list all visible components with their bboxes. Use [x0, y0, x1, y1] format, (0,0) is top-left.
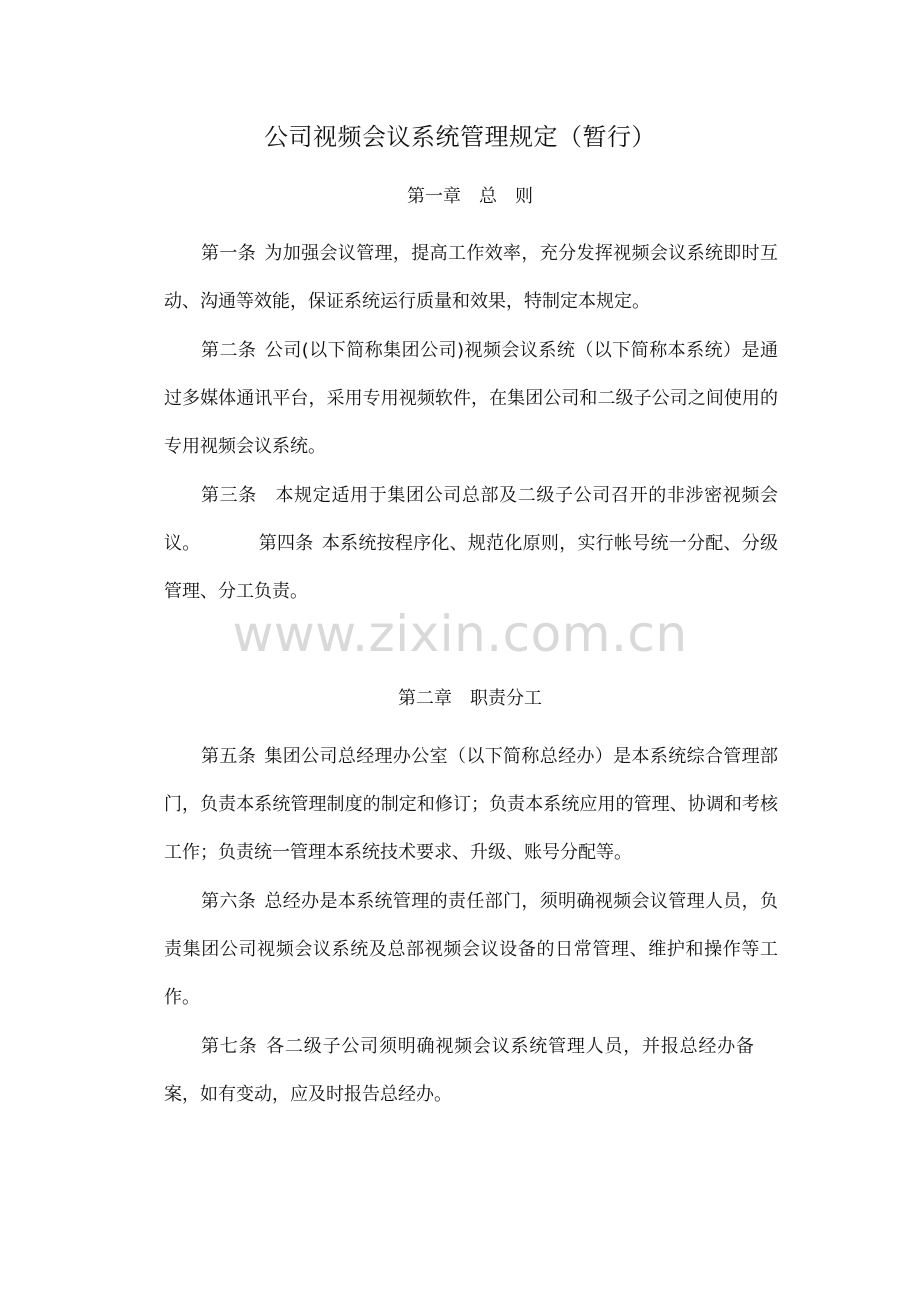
article-label: 第六条: [201, 891, 257, 912]
article-7: [164, 1023, 754, 1119]
article-text: 为加强会议管理，提高工作效率，充分发挥视频会议系统即时互动、沟通等效能，保证系统运行质量和效果，特制定本规定。: [164, 243, 779, 312]
chapter-2-heading: 第二章 职责分工: [398, 688, 542, 709]
article-text: 公司(以下简称集团公司)视频会议系统（以下简称本系统）是通过多媒体通讯平台，采用专用视频软件，在集团公司和二级子公司之间使用的专用视频会议系统。: [164, 340, 778, 457]
chapter-1-heading: 第一章 总 则: [407, 186, 533, 207]
watermark: www.zixin.com.cn: [232, 605, 688, 663]
article-5: [164, 733, 778, 877]
article-3: [164, 472, 778, 616]
article-1: [164, 230, 778, 326]
article-text: 本系统按程序化、规范化原则，实行帐号统一分配、分级管理、分工负责。: [164, 533, 779, 602]
document-title: 公司视频会议系统管理规定（暂行）: [264, 123, 656, 151]
article-label: 第二条: [201, 340, 257, 361]
article-text: 总经办是本系统管理的责任部门，须明确视频会议管理人员，负责集团公司视频会议系统及总部视频会议设备的日常管理、维护和操作等工作。: [164, 891, 779, 1008]
article-text: 各二级子公司须明确视频会议系统管理人员，并报总经办备案，如有变动，应及时报告总经办。: [164, 1036, 755, 1105]
article-label: 第一条: [201, 243, 257, 264]
article-text: 本规定适用于集团公司总部及二级子公司召开的非涉密视频会议。: [164, 485, 779, 554]
article-label: 第三条: [201, 485, 257, 506]
article-label: 第七条: [201, 1036, 258, 1057]
article-label: 第四条: [258, 533, 314, 554]
article-2: [164, 327, 778, 471]
article-6: [164, 878, 778, 1022]
article-label: 第五条: [201, 746, 257, 767]
article-text: 集团公司总经理办公室（以下简称总经办）是本系统综合管理部门，负责本系统管理制度的制定和修订；负责本系统应用的管理、协调和考核工作；负责统一管理本系统技术要求、升级、账号分配等。: [164, 746, 779, 863]
